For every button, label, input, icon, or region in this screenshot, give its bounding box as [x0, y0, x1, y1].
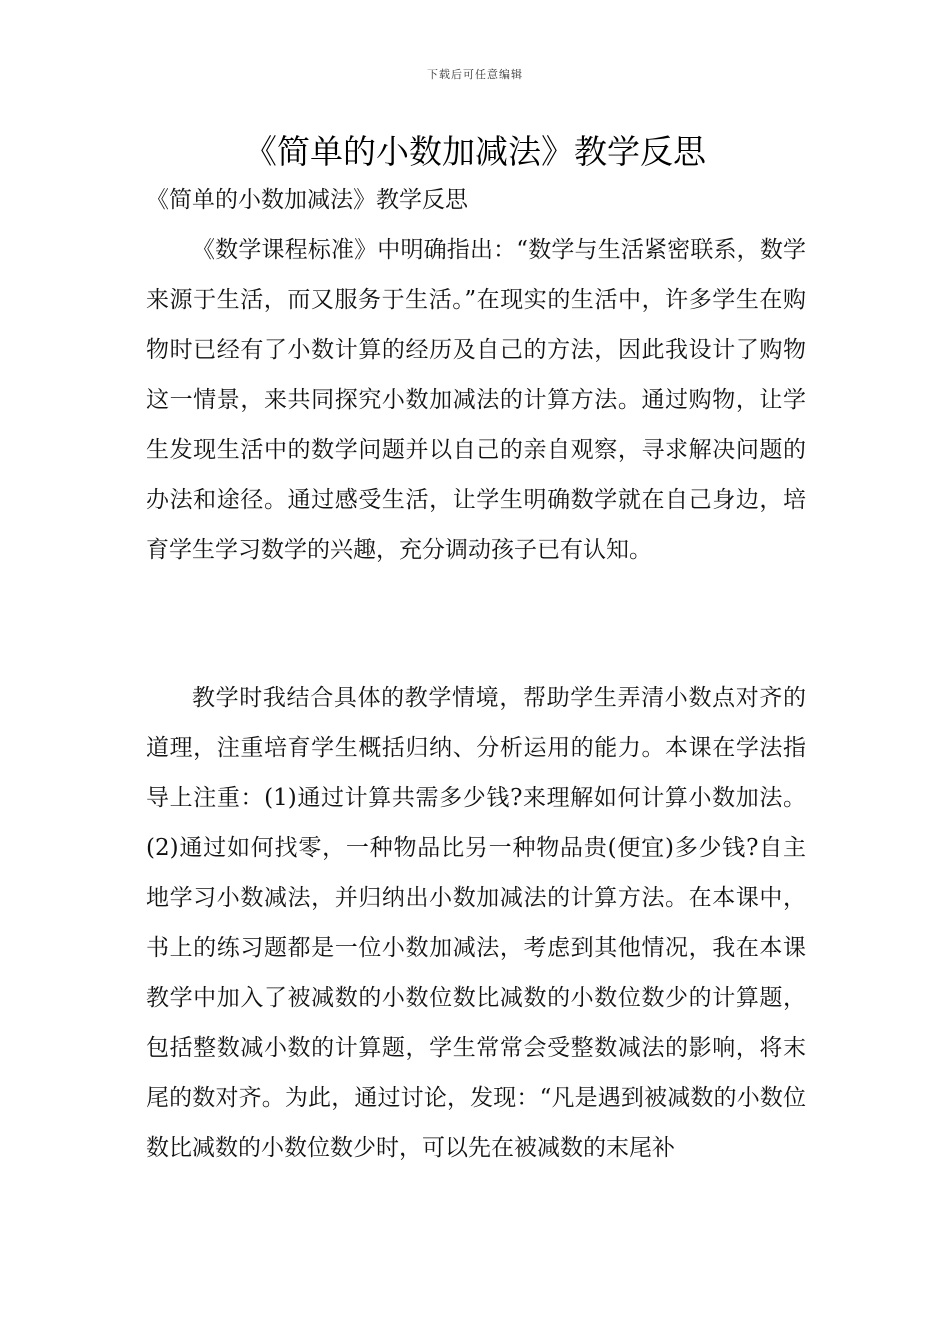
- body-paragraph-1: 《数学课程标准》中明确指出：“数学与生活紧密联系，数学来源于生活，而又服务于生活。”在现实的生活中，许多学生在购物时已经有了小数计算的经历及自己的方法，因此我设计了购物这一情景，来共同探究小数加减法的计算方法。通过购物，让学生发现生活中的数学问题并以自己的亲自观察，寻求解决问题的办法和途径。通过感受生活，让学生明确数学就在自己身边，培育学生学习数学的兴趣，充分调动孩子已有认知。: [146, 237, 806, 563]
- document-title: 《简单的小数加减法》教学反思: [244, 132, 706, 171]
- body-paragraph-2: 教学时我结合具体的教学情境，帮助学生弄清小数点对齐的道理，注重培育学生概括归纳、分析运用的能力。本课在学法指导上注重：(1)通过计算共需多少钱?来理解如何计算小数加法。(2)通过如何找零，一种物品比另一种物品贵(便宜)多少钱?自主地学习小数减法，并归纳出小数加减法的计算方法。在本课中，书上的练习题都是一位小数加减法，考虑到其他情况，我在本课教学中加入了被减数的小数位数比减数的小数位数少的计算题，包括整数减小数的计算题，学生常常会受整数减法的影响，将末尾的数对齐。为此，通过讨论，发现：“凡是遇到被减数的小数位数比减数的小数位数少时，可以先在被减数的末尾补: [146, 685, 806, 1161]
- document-subtitle: 《简单的小数加减法》教学反思: [146, 187, 468, 213]
- header-note: 下载后可任意编辑: [427, 68, 523, 81]
